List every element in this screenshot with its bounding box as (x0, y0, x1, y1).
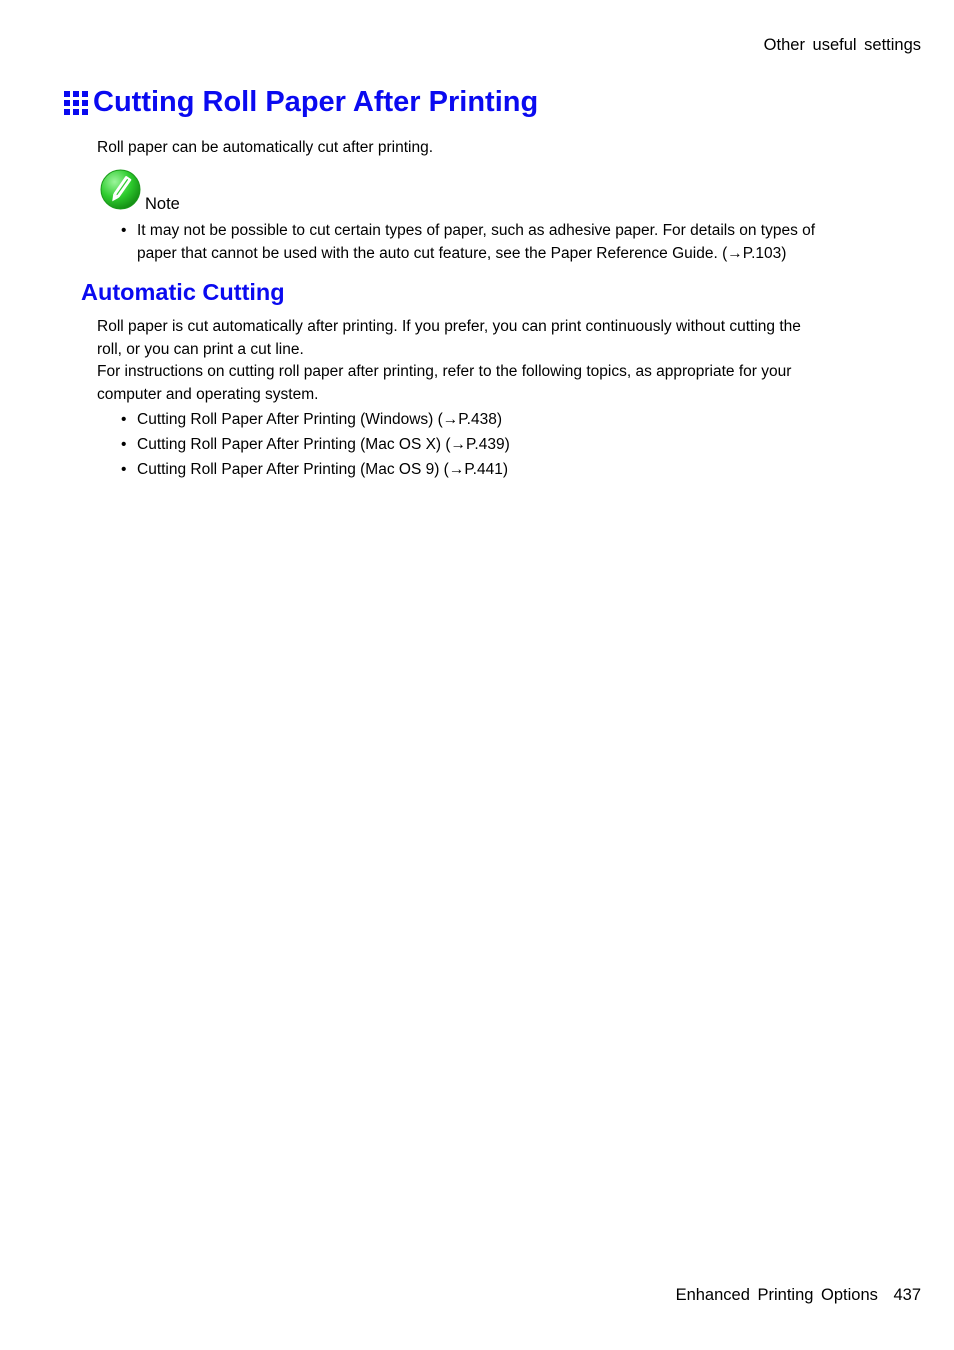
page-number: 437 (893, 1286, 921, 1304)
list-item (121, 219, 815, 265)
grid-icon (64, 91, 88, 115)
note-line: It may not be possible to cut certain types of paper, such as adhesive paper. For details on types of (137, 222, 816, 239)
note-list (121, 219, 815, 265)
section-heading: Automatic Cutting (81, 279, 285, 305)
topic-link[interactable]: Cutting Roll Paper After Printing (Mac OS X) (→P.439) (137, 436, 510, 453)
bullet-icon: • (121, 461, 127, 478)
paragraph-line: roll, or you can print a cut line. (97, 341, 304, 358)
running-header: Other useful settings (763, 36, 921, 54)
note-label: Note (145, 195, 180, 213)
paragraph-line: computer and operating system. (97, 386, 319, 403)
topic-link[interactable]: Cutting Roll Paper After Printing (Windows) (→P.438) (137, 411, 502, 428)
page-footer (676, 1286, 921, 1305)
page-title (64, 86, 538, 119)
intro-paragraph: Roll paper can be automatically cut after printing. (97, 139, 434, 156)
note-box (100, 169, 180, 213)
paragraph (97, 315, 801, 361)
paragraph-line: For instructions on cutting roll paper after printing, refer to the following topics, as appropriate for your (97, 363, 792, 380)
topic-list (121, 407, 510, 482)
list-item[interactable] (121, 457, 510, 482)
bullet-icon: • (121, 411, 127, 428)
footer-chapter: Enhanced Printing Options (675, 1286, 878, 1304)
bullet-icon: • (121, 436, 127, 453)
note-line: paper that cannot be used with the auto cut feature, see the Paper Reference Guide. (→P.103) (137, 245, 787, 262)
page-title-text: Cutting Roll Paper After Printing (93, 86, 539, 118)
topic-link[interactable]: Cutting Roll Paper After Printing (Mac OS 9) (→P.441) (137, 461, 509, 478)
bullet-icon: • (121, 222, 127, 239)
paragraph-line: Roll paper is cut automatically after printing. If you prefer, you can print continuously without cutting the (97, 318, 801, 335)
pencil-note-icon (100, 169, 141, 210)
list-item[interactable] (121, 407, 510, 432)
list-item[interactable] (121, 432, 510, 457)
paragraph (97, 360, 791, 406)
